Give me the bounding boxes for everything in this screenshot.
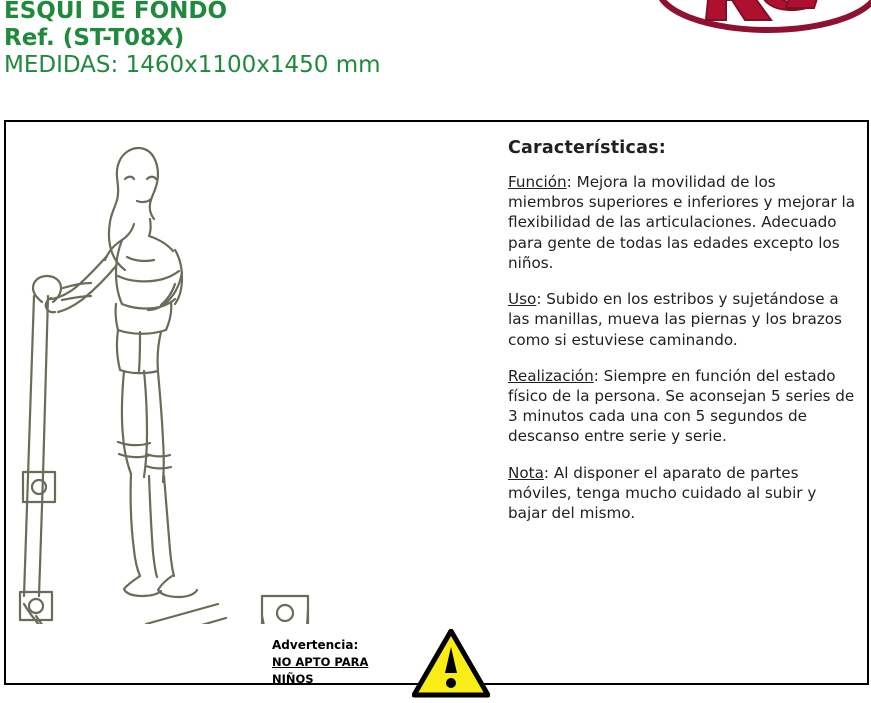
product-name: ESQUI DE FONDO xyxy=(4,0,228,24)
right-border xyxy=(867,120,869,685)
warning-block xyxy=(272,630,492,687)
characteristic-body: : Al disponer el aparato de partes móviles, tenga mucho cuidado al subir y bajar del mismo. xyxy=(508,463,817,523)
characteristic-paragraph xyxy=(508,172,856,273)
characteristic-paragraph xyxy=(508,366,856,447)
warning-detail: NO APTO PARA NIÑOS xyxy=(272,655,369,687)
characteristic-lead: Uso xyxy=(508,290,537,309)
characteristics-heading: Características: xyxy=(508,138,666,158)
characteristic-lead: Nota xyxy=(508,463,544,482)
characteristic-paragraph xyxy=(508,463,856,524)
characteristics-section xyxy=(508,138,856,539)
warning-label: Advertencia: xyxy=(272,638,359,652)
characteristic-body: : Mejora la movilidad de los miembros superiores e inferiores y mejorar la flexibilidad de las articulaciones. Adecuado para gente de todas las edades excepto los niños. xyxy=(508,173,856,272)
characteristic-paragraph xyxy=(508,289,856,350)
characteristic-lead: Realización xyxy=(508,366,594,385)
characteristic-body: : Siempre en función del estado físico de la persona. Se aconsejan 5 series de 3 minutos cada una con 5 segundos de descanso entre serie y serie. xyxy=(508,366,855,446)
product-dimensions: MEDIDAS: 1460x1100x1450 mm xyxy=(4,52,381,79)
product-reference: Ref. (ST-T08X) xyxy=(4,25,185,52)
warning-triangle-icon xyxy=(412,629,490,699)
characteristic-lead: Función xyxy=(508,173,567,191)
header-divider xyxy=(4,120,867,122)
company-logo xyxy=(650,0,871,56)
characteristic-body: : Subido en los estribos y sujetándose a las manillas, mueva las piernas y los brazos como si estuviese caminando. xyxy=(508,290,842,349)
title-block xyxy=(4,0,381,79)
document-header xyxy=(0,0,871,118)
cross-country-ski-machine-with-user-drawing xyxy=(6,124,476,624)
warning-text xyxy=(272,636,402,689)
